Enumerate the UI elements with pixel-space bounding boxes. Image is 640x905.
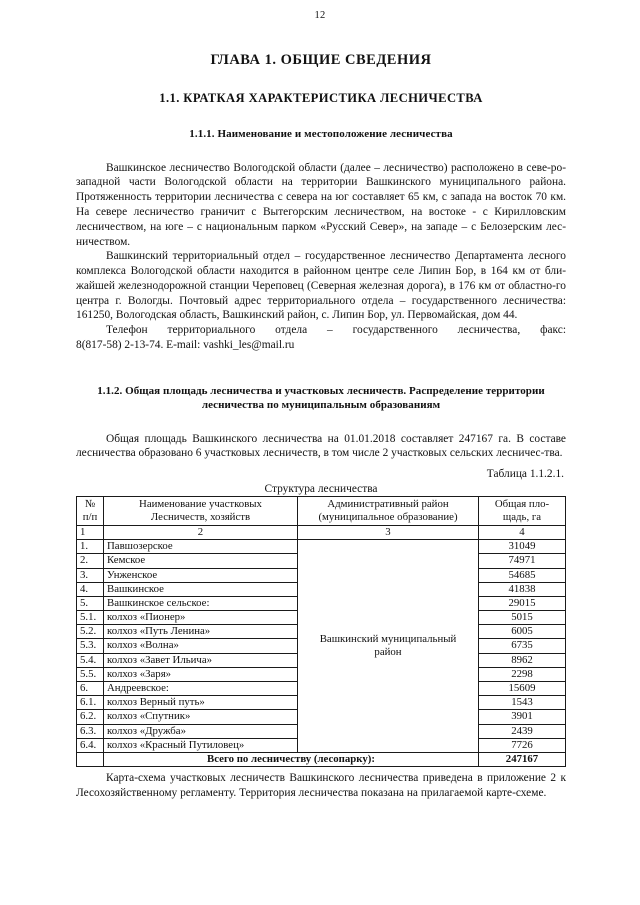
- district-label-line1: Вашкинский муниципальный: [319, 632, 457, 645]
- cell-area: 6735: [479, 639, 566, 653]
- paragraph-contacts-line1: Телефон территориального отдела – государственного лесничества, факс:: [106, 324, 566, 337]
- total-row-label: Всего по лесничеству (лесопарку):: [104, 752, 479, 766]
- cell-row-number: 5.3.: [77, 639, 104, 653]
- header-name-line2: Лесничеств, хозяйств: [150, 511, 251, 524]
- cell-row-number: 5.: [77, 596, 104, 610]
- cell-forestry-name: колхоз «Красный Путиловец»: [104, 738, 298, 752]
- table-head: [77, 497, 566, 540]
- table-total-row: [77, 752, 566, 766]
- paragraph-office-address: Вашкинский территориальный отдел – государственное лесничество Департамента лесного комплекса Вологодской области находится в районном центре селе Липин Бор, в 164 км от бли-жайшей железнодорожной станции Череповец (Северная железная дорога), в 176 км от областно-го центра г. Вологды. Почтовый адрес территориального отдела – государственного лесничества: 161250, Вологодская область, Вашкинский район, с. Липин Бор, ул. Первомайская, дом 44.: [76, 250, 566, 322]
- header-district-line1: Административный район: [327, 498, 449, 511]
- subsection-heading-1-1-2-line1: 1.1.2. Общая площадь лесничества и участковых лесничеств. Распределение территории: [97, 384, 545, 397]
- cell-row-number: 6.2.: [77, 710, 104, 724]
- cell-forestry-name: колхоз «Завет Ильича»: [104, 653, 298, 667]
- header-number-line1: №: [84, 498, 96, 511]
- paragraph-location: Вашкинское лесничество Вологодской области (далее – лесничество) расположено в севе-ро-западной части Вологодской области на территории Вашкинского муниципального района. Протяженность территории лесничества с севера на юг составляет 65 км, с запада на восток 70 км. На севере лесничество граничит с Вытегорским лесничеством, на востоке - с Кирилловским лесничеством, на юге – с национальным парком «Русский Север», на западе – с Белозерским лес-ничеством.: [76, 161, 566, 248]
- page-content: [76, 52, 566, 801]
- table-caption-number: Таблица 1.1.2.1.: [486, 468, 564, 481]
- cell-area: 54685: [479, 568, 566, 582]
- total-row-area: 247167: [479, 752, 566, 766]
- table-title: Структура лесничества: [264, 483, 378, 496]
- header-district-line2: (муниципальное образование): [318, 511, 458, 524]
- table-column-numbers-row: [77, 526, 566, 540]
- cell-forestry-name: колхоз «Волна»: [104, 639, 298, 653]
- cell-area: 5015: [479, 611, 566, 625]
- section-heading: 1.1. КРАТКАЯ ХАРАКТЕРИСТИКА ЛЕСНИЧЕСТВА: [159, 91, 483, 106]
- cell-area: 8962: [479, 653, 566, 667]
- cell-area: 31049: [479, 540, 566, 554]
- paragraph-closing: Карта-схема участковых лесничеств Вашкинского лесничества приведена в приложение 2 к Лесохозяйственному регламенту. Территория лесничества показана на прилагаемой карте-схеме.: [76, 772, 566, 799]
- cell-area: 3901: [479, 710, 566, 724]
- cell-forestry-name: Павшозерское: [104, 540, 298, 554]
- cell-row-number: 5.2.: [77, 625, 104, 639]
- cell-row-number: 3.: [77, 568, 104, 582]
- cell-row-number: 5.4.: [77, 653, 104, 667]
- cell-forestry-name: Кемское: [104, 554, 298, 568]
- header-cell-name: [104, 497, 298, 526]
- column-number-3: 3: [298, 526, 479, 540]
- column-number-2: 2: [104, 526, 298, 540]
- cell-forestry-name: колхоз «Спутник»: [104, 710, 298, 724]
- column-number-4: 4: [479, 526, 566, 540]
- subsection-heading-1-1-2-line2: лесничества по муниципальным образованиям: [201, 399, 441, 412]
- cell-area: 2298: [479, 667, 566, 681]
- cell-forestry-name: колхоз «Заря»: [104, 667, 298, 681]
- district-label-line2: район: [374, 646, 402, 659]
- total-row-number: [77, 752, 104, 766]
- cell-forestry-name: Вашкинское сельское:: [104, 596, 298, 610]
- subsection-heading-1-1-1: 1.1.1. Наименование и местоположение лесничества: [189, 127, 453, 140]
- header-cell-number: [77, 497, 104, 526]
- cell-row-number: 6.: [77, 682, 104, 696]
- chapter-heading: ГЛАВА 1. ОБЩИЕ СВЕДЕНИЯ: [210, 52, 432, 68]
- cell-row-number: 2.: [77, 554, 104, 568]
- cell-row-number: 1.: [77, 540, 104, 554]
- header-name-line1: Наименование участковых: [139, 498, 262, 511]
- cell-row-number: 6.4.: [77, 738, 104, 752]
- cell-administrative-district: [298, 540, 479, 753]
- cell-forestry-name: Андреевское:: [104, 682, 298, 696]
- header-number-line2: п/п: [82, 511, 98, 524]
- table-row: [77, 540, 566, 554]
- header-cell-district: [298, 497, 479, 526]
- header-area-line1: Общая пло-: [494, 498, 550, 511]
- cell-area: 41838: [479, 582, 566, 596]
- cell-area: 2439: [479, 724, 566, 738]
- paragraph-total-area-wrapper: [76, 432, 566, 462]
- cell-forestry-name: колхоз «Дружба»: [104, 724, 298, 738]
- cell-forestry-name: колхоз «Пионер»: [104, 611, 298, 625]
- cell-area: 15609: [479, 682, 566, 696]
- cell-forestry-name: Унженское: [104, 568, 298, 582]
- table-header-row: [77, 497, 566, 526]
- cell-area: 74971: [479, 554, 566, 568]
- header-area-line2: щадь, га: [502, 511, 542, 524]
- cell-area: 7726: [479, 738, 566, 752]
- paragraph-total-area: Общая площадь Вашкинского лесничества на 01.01.2018 составляет 247167 га. В составе лесничества образовано 6 участковых лесничеств, в том числе 2 участковых сельских лесничес-тва.: [76, 432, 566, 460]
- cell-row-number: 6.1.: [77, 696, 104, 710]
- cell-area: 1543: [479, 696, 566, 710]
- header-cell-area: [479, 497, 566, 526]
- cell-row-number: 5.1.: [77, 611, 104, 625]
- cell-row-number: 6.3.: [77, 724, 104, 738]
- table-body: [77, 540, 566, 767]
- subsection-heading-1-1-2: [76, 384, 566, 413]
- cell-area: 29015: [479, 596, 566, 610]
- cell-forestry-name: колхоз «Путь Ленина»: [104, 625, 298, 639]
- cell-forestry-name: Вашкинское: [104, 582, 298, 596]
- forestry-structure-table: [76, 496, 566, 767]
- cell-row-number: 5.5.: [77, 667, 104, 681]
- cell-area: 6005: [479, 625, 566, 639]
- cell-forestry-name: колхоз Верный путь»: [104, 696, 298, 710]
- cell-row-number: 4.: [77, 582, 104, 596]
- page-number: 12: [314, 10, 326, 21]
- paragraph-contacts-line2: 8(817-58) 2-13-74. E-mail: vashki_les@mail.ru: [76, 338, 295, 351]
- column-number-1: 1: [77, 526, 104, 540]
